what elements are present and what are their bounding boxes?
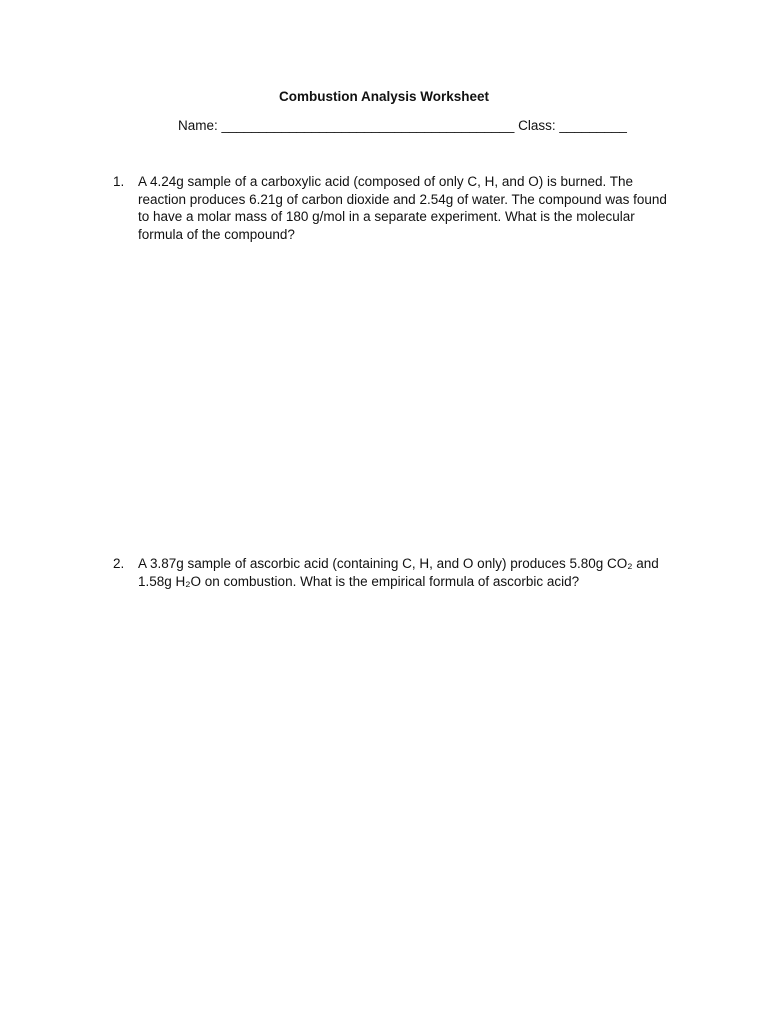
question-number: 1.	[113, 174, 125, 189]
question-1	[113, 173, 673, 243]
question-text: A 4.24g sample of a carboxylic acid (composed of only C, H, and O) is burned. The reaction produces 6.21g of carbon dioxide and 2.54g of water. The compound was found to have a molar mass of 180 g/mol in a separate experiment. What is the molecular formula of the compound?	[138, 174, 667, 242]
question-2	[113, 555, 673, 590]
question-text: A 3.87g sample of ascorbic acid (containing C, H, and O only) produces 5.80g CO₂ and 1.58g H₂O on combustion. What is the empirical formula of ascorbic acid?	[138, 556, 659, 589]
name-class-line: Name: _______________________________________ Class: _________	[178, 118, 627, 133]
question-number: 2.	[113, 556, 125, 571]
worksheet-title: Combustion Analysis Worksheet	[278, 89, 490, 104]
